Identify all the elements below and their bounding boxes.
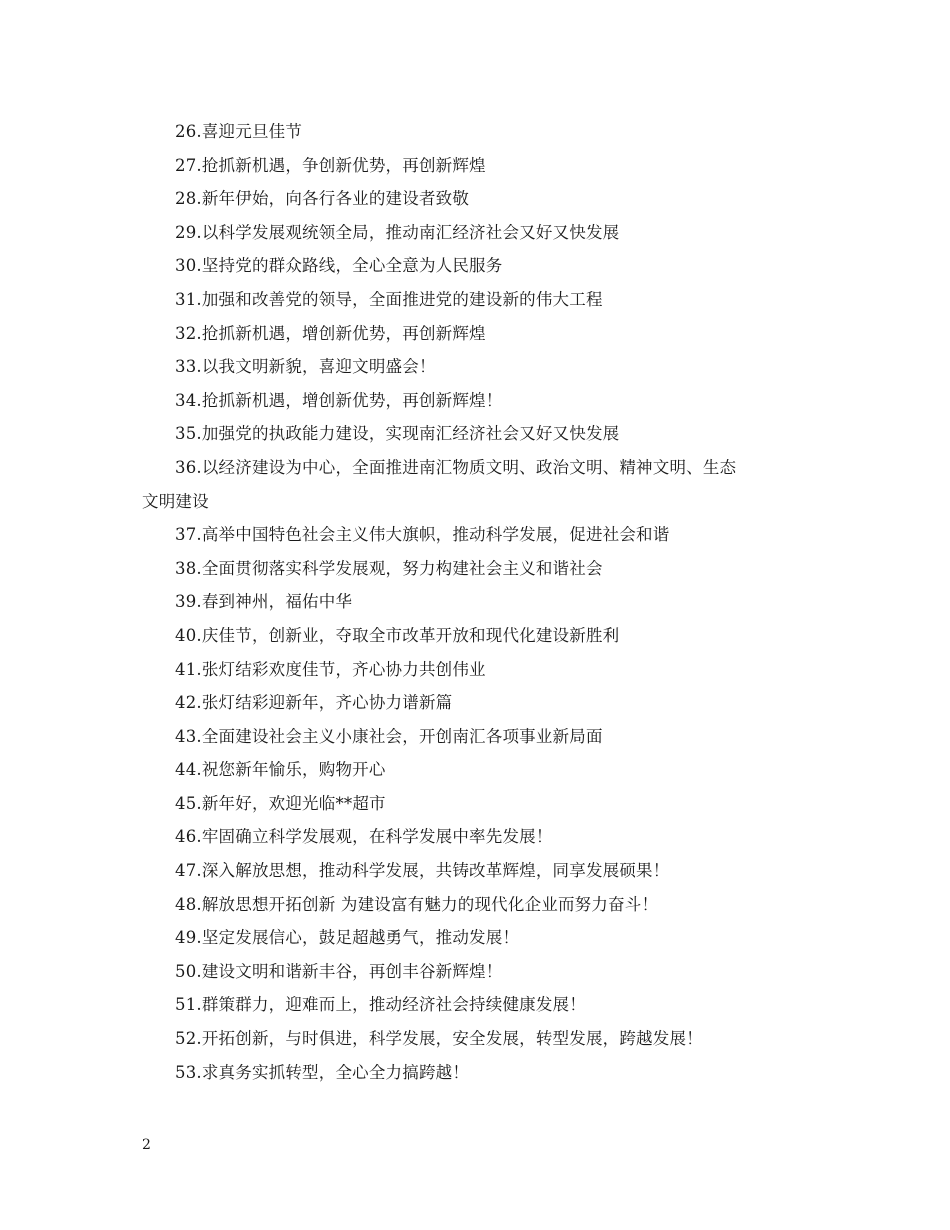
page-number: 2 — [142, 1137, 151, 1153]
slogan-line: 45.新年好，欢迎光临**超市 — [175, 793, 386, 813]
slogan-line: 36.以经济建设为中心，全面推进南汇物质文明、政治文明、精神文明、生态 — [175, 457, 737, 477]
slogan-line: 40.庆佳节，创新业，夺取全市改革开放和现代化建设新胜利 — [175, 625, 620, 645]
slogan-line: 42.张灯结彩迎新年，齐心协力谱新篇 — [175, 693, 453, 713]
slogan-line: 48.解放思想开拓创新 为建设富有魅力的现代化企业而努力奋斗！ — [175, 894, 659, 914]
slogan-line: 27.抢抓新机遇，争创新优势，再创新辉煌 — [175, 155, 486, 175]
slogan-line: 39.春到神州，福佑中华 — [175, 592, 353, 612]
slogan-line: 51.群策群力，迎难而上，推动经济社会持续健康发展！ — [175, 995, 586, 1015]
slogan-list — [142, 115, 822, 1089]
slogan-line: 46.牢固确立科学发展观，在科学发展中率先发展！ — [175, 827, 553, 847]
slogan-line: 34.抢抓新机遇，增创新优势，再创新辉煌！ — [175, 390, 503, 410]
slogan-line: 38.全面贯彻落实科学发展观，努力构建社会主义和谐社会 — [175, 558, 603, 578]
slogan-line: 50.建设文明和谐新丰谷，再创丰谷新辉煌！ — [175, 961, 503, 981]
slogan-line: 41.张灯结彩欢度佳节，齐心协力共创伟业 — [175, 659, 486, 679]
slogan-line: 28.新年伊始，向各行各业的建设者致敬 — [175, 189, 470, 209]
slogan-line: 30.坚持党的群众路线，全心全意为人民服务 — [175, 256, 503, 276]
slogan-line: 47.深入解放思想，推动科学发展，共铸改革辉煌，同享发展硕果！ — [175, 861, 670, 881]
slogan-line: 32.抢抓新机遇，增创新优势，再创新辉煌 — [175, 323, 486, 343]
slogan-line: 49.坚定发展信心，鼓足超越勇气，推动发展！ — [175, 928, 520, 948]
slogan-line: 35.加强党的执政能力建设，实现南汇经济社会又好又快发展 — [175, 424, 620, 444]
slogan-line: 44.祝您新年愉乐，购物开心 — [175, 760, 386, 780]
slogan-line: 29.以科学发展观统领全局，推动南汇经济社会又好又快发展 — [175, 222, 620, 242]
slogan-line: 26.喜迎元旦佳节 — [175, 122, 303, 141]
slogan-line: 43.全面建设社会主义小康社会，开创南汇各项事业新局面 — [175, 726, 603, 746]
slogan-line: 37.高举中国特色社会主义伟大旗帜，推动科学发展，促进社会和谐 — [175, 525, 670, 545]
slogan-line: 52.开拓创新，与时俱进，科学发展，安全发展，转型发展，跨越发展！ — [175, 1029, 703, 1049]
slogan-line-continuation: 文明建设 — [142, 491, 209, 511]
slogan-line: 53.求真务实抓转型，全心全力搞跨越！ — [175, 1062, 470, 1082]
slogan-line: 31.加强和改善党的领导，全面推进党的建设新的伟大工程 — [175, 289, 603, 309]
slogan-line: 33.以我文明新貌，喜迎文明盛会！ — [175, 357, 436, 377]
